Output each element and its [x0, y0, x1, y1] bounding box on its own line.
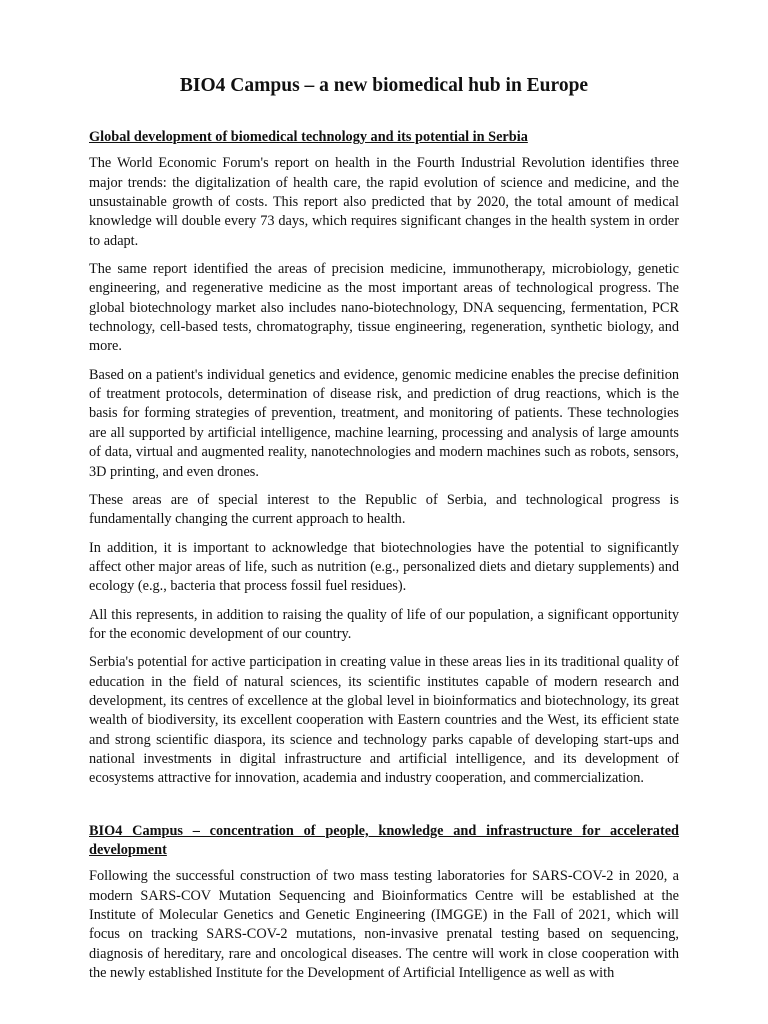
paragraph: All this represents, in addition to raising the quality of life of our population, a significant opportunity for the economic development of our country.: [89, 606, 679, 642]
document-title: BIO4 Campus – a new biomedical hub in Europe: [179, 75, 589, 96]
section-heading: BIO4 Campus – concentration of people, knowledge and infrastructure for accelerated development: [89, 822, 679, 858]
paragraph: These areas are of special interest to the Republic of Serbia, and technological progress is fundamentally changing the current approach to health.: [89, 491, 679, 528]
document-body: [89, 128, 679, 992]
paragraph: The same report identified the areas of precision medicine, immunotherapy, microbiology, genetic engineering, and regenerative medicine as the most important areas of technological progress. The global biotechnology market also includes nano-biotechnology, DNA sequencing, fermentation, PCR technology, cell-based tests, chromatography, tissue engineering, regeneration, synthetic biology, and more.: [89, 261, 679, 355]
section-global-development: [89, 128, 679, 789]
paragraph: Following the successful construction of two mass testing laboratories for SARS-COV-2 in 2020, a modern SARS-COV Mutation Sequencing and Bioinformatics Centre will be established at the Institute of Molecular Genetics and Genetic Engineering (IMGGE) in the Fall of 2021, which will focus on tracking SARS-COV-2 mutations, non-invasive prenatal testing based on sequencing, diagnosis of hereditary, rare and oncological diseases. The centre will work in close cooperation with the newly established Institute for the Development of Artificial Intelligence as well as with: [89, 868, 679, 982]
paragraph: Serbia's potential for active participation in creating value in these areas lies in its traditional quality of education in the field of natural sciences, its scientific institutes capable of modern research and development, its centres of excellence at the global level in bioinformatics and biotechnology, its great wealth of biodiversity, its excellent cooperation with Eastern countries and the West, its efficient state and strong scientific diaspora, its science and technology parks capable of developing start-ups and national investments in digital infrastructure and artificial intelligence, and its development of ecosystems attractive for innovation, academia and industry cooperation, and commercialization.: [89, 654, 679, 787]
section-heading: Global development of biomedical technology and its potential in Serbia: [89, 129, 528, 145]
section-spacer: [89, 798, 679, 822]
paragraph: The World Economic Forum's report on health in the Fourth Industrial Revolution identifies three major trends: the digitalization of health care, the rapid evolution of science and medicine, and the unsustainable growth of costs. This report also predicted that by 2020, the total amount of medical knowledge will double every 73 days, which requires significant changes in the health system in order to adapt.: [89, 155, 679, 249]
paragraph: In addition, it is important to acknowledge that biotechnologies have the potential to significantly affect other major areas of life, such as nutrition (e.g., personalized diets and dietary supplements) and ecology (e.g., bacteria that process fossil fuel residues).: [89, 539, 679, 595]
paragraph: Based on a patient's individual genetics and evidence, genomic medicine enables the precise definition of treatment protocols, determination of disease risk, and prediction of drug reactions, which is the basis for forming strategies of prevention, treatment, and monitoring of patients. These technologies are all supported by artificial intelligence, machine learning, processing and analysis of large amounts of data, virtual and augmented reality, nanotechnologies and modern machines such as robots, sensors, 3D printing, and even drones.: [89, 366, 679, 480]
section-bio4-campus: [89, 822, 679, 984]
